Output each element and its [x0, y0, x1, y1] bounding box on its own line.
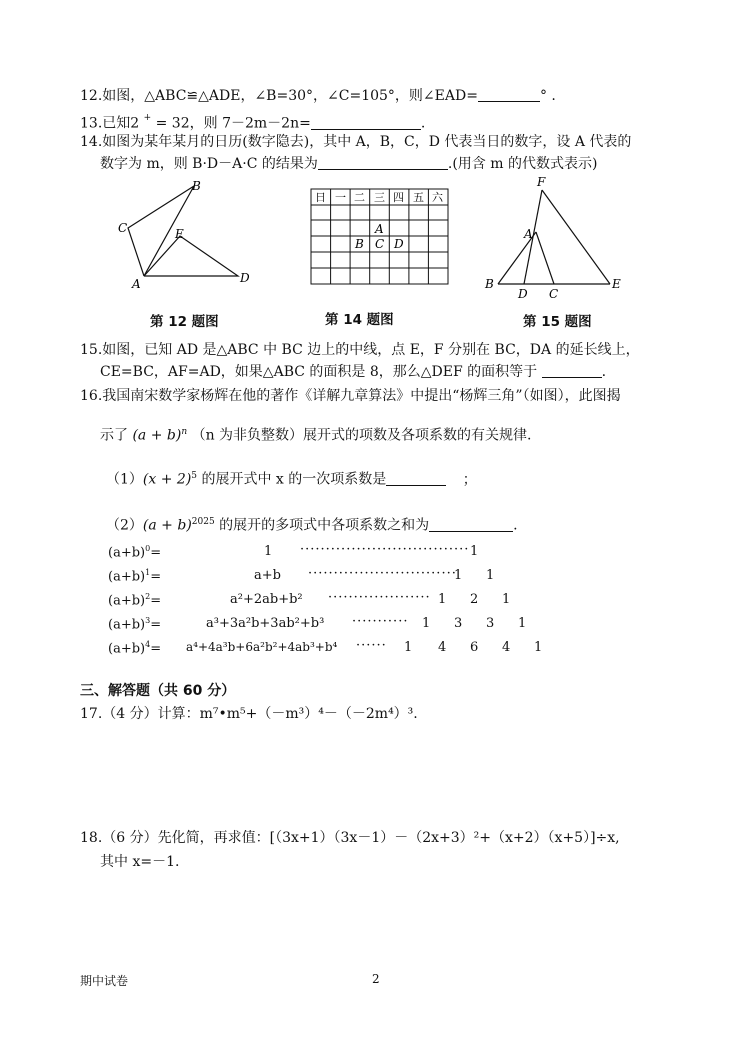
q16-desc: （n 为非负整数）展开式的项数及各项系数的有关规律. — [191, 427, 532, 444]
yh-exp: 4 — [145, 640, 151, 649]
fig15-label-E: E — [612, 277, 621, 291]
cal-cell-C: C — [375, 237, 385, 251]
q15-text: CE=BC，AF=AD，如果△ABC 的面积是 8，那么△DEF 的面积等于 — [100, 364, 538, 380]
yh-coef: 3 — [486, 616, 495, 631]
q16-p1-exponent: 5 — [191, 471, 198, 481]
cal-cell-B: B — [355, 237, 364, 251]
fig12-label-E: E — [175, 227, 184, 241]
yh-lhs: (a+b) — [108, 641, 146, 657]
yh-lhs: (a+b) — [108, 593, 146, 609]
q14-text: 数字为 m，则 B·D－A·C 的结果为 — [100, 156, 318, 172]
fig15-label-A: A — [524, 227, 533, 241]
yh-dots: ······ — [356, 638, 387, 653]
yh-expansion: a⁴+4a³b+6a²b²+4ab³+b⁴ — [186, 640, 338, 654]
q16-p2-text: 的展开的多项式中各项系数之和为 — [219, 517, 430, 534]
q14-end: .(用含 m 的代数式表示) — [447, 156, 598, 172]
yh-eq: = — [150, 569, 162, 585]
q16-reveal: 示了 — [100, 427, 128, 444]
caption-fig12: 第 12 题图 — [150, 314, 219, 330]
yh-exp: 0 — [145, 544, 151, 553]
fig12-label-D: D — [240, 271, 250, 285]
yh-lhs: (a+b) — [108, 617, 146, 633]
yh-expansion: a+b — [254, 568, 281, 583]
q16-p1-binomial: (x + 2) — [142, 471, 192, 488]
yh-eq: = — [150, 545, 162, 561]
cal-head-sun: 日 — [315, 191, 326, 204]
cal-cell-D: D — [394, 237, 404, 251]
yh-lhs: (a+b) — [108, 545, 146, 561]
yh-coef: 1 — [422, 616, 431, 631]
fig15-label-D: D — [518, 287, 528, 301]
figure-14-calendar — [310, 188, 450, 288]
question-16-part-2 — [106, 512, 518, 536]
q16-p1-text: 的展开式中 x 的一次项系数是 — [201, 471, 387, 488]
question-16-line-2 — [100, 422, 532, 446]
yh-coef: 1 — [502, 592, 511, 607]
yh-exp: 3 — [145, 616, 151, 625]
yh-coef: 1 — [438, 592, 447, 607]
yh-exp: 2 — [145, 592, 151, 601]
q15-answer-blank[interactable] — [542, 363, 602, 378]
yh-expansion: a²+2ab+b² — [230, 592, 303, 607]
question-16-part-1 — [106, 466, 477, 490]
question-18-line-1: 18.（6 分）先化简，再求值：[（3x+1）（3x－1）－（2x+3）²+（x+2）（x+5）]÷x, — [80, 830, 620, 846]
yh-dots: ··········· — [352, 614, 409, 629]
question-15-line-1: 15.如图，已知 AD 是△ABC 中 BC 边上的中线，点 E，F 分别在 BC，DA 的延长线上， — [80, 342, 640, 358]
cal-cell-A: A — [375, 222, 384, 236]
q13-answer-blank[interactable] — [311, 115, 421, 130]
q16-binomial: (a + b) — [132, 427, 182, 444]
question-14-line-2 — [100, 154, 597, 174]
question-16-line-1: 16.我国南宋数学家杨辉在他的著作《详解九章算法》中提出“杨辉三角”（如图），此图揭 — [80, 388, 621, 404]
fig15-label-F: F — [537, 175, 546, 189]
q15-end: . — [601, 364, 607, 380]
footer-exam-label: 期中试卷 — [80, 974, 129, 988]
q16-p2-answer-blank[interactable] — [429, 517, 513, 532]
cal-head-wed: 三 — [374, 191, 385, 204]
fig15-label-C: C — [549, 287, 559, 301]
yh-coef: 1 — [486, 568, 495, 583]
caption-fig15: 第 15 题图 — [523, 314, 592, 330]
yh-exp: 1 — [145, 568, 151, 577]
q16-p1-end: ； — [462, 471, 477, 488]
question-12 — [80, 86, 556, 106]
yh-lhs: (a+b) — [108, 569, 146, 585]
yh-coef: 4 — [438, 640, 447, 655]
yh-eq: = — [150, 593, 162, 609]
fig12-label-A: A — [132, 277, 141, 291]
cal-head-tue: 二 — [354, 191, 365, 204]
question-13 — [80, 110, 425, 134]
yh-dots: ····························· — [308, 566, 457, 581]
yh-coef: 3 — [454, 616, 463, 631]
q16-p1-answer-blank[interactable] — [386, 471, 446, 486]
yh-coef: 1 — [534, 640, 543, 655]
yh-coef: 2 — [470, 592, 479, 607]
yh-expansion: 1 — [264, 544, 273, 559]
yh-eq: = — [150, 641, 162, 657]
yh-dots: ································· — [300, 542, 470, 557]
fig12-label-C: C — [118, 221, 128, 235]
q16-p2-exponent: 2025 — [191, 517, 215, 527]
cal-head-thu: 四 — [393, 191, 404, 204]
question-17: 17.（4 分）计算：m⁷•m⁵+（－m³）⁴－（－2m⁴）³. — [80, 706, 418, 722]
figure-12 — [108, 178, 268, 296]
yh-coef: 1 — [404, 640, 413, 655]
q14-answer-blank[interactable] — [318, 155, 448, 170]
yh-expansion: a³+3a²b+3ab²+b³ — [206, 616, 325, 631]
q16-p1-num: （1） — [106, 471, 143, 488]
yh-coef: 1 — [470, 544, 479, 559]
q12-text: 12.如图，△ABC≌△ADE，∠B=30°，∠C=105°，则∠EAD= — [80, 88, 478, 104]
question-14-line-1: 14.如图为某年某月的日历(数字隐去)，其中 A，B，C，D 代表当日的数字，设 A 代表的 — [80, 134, 632, 150]
q16-p2-binomial: (a + b) — [142, 517, 192, 534]
cal-head-mon: 一 — [335, 191, 346, 204]
q13-superscript: + — [143, 113, 152, 123]
q16-p2-end: . — [513, 517, 518, 534]
question-18-line-2: 其中 x=－1. — [100, 854, 180, 870]
q12-end: ° . — [539, 88, 556, 104]
cal-head-sat: 六 — [432, 191, 443, 204]
question-15-line-2 — [100, 362, 606, 382]
q13-part-a: 13.已知2 — [80, 115, 140, 132]
cal-head-fri: 五 — [413, 191, 424, 204]
section-3-title: 三、解答题（共 60 分） — [80, 683, 236, 699]
q13-part-b: = 32，则 7－2m－2n= — [155, 115, 311, 132]
yh-coef: 4 — [502, 640, 511, 655]
yh-coef: 1 — [518, 616, 527, 631]
figure-15 — [480, 172, 630, 304]
footer-page-number: 2 — [372, 972, 380, 986]
q16-p2-num: （2） — [106, 517, 143, 534]
fig15-label-B: B — [485, 277, 494, 291]
yh-dots: ···················· — [328, 590, 431, 605]
q13-end: . — [420, 115, 426, 132]
caption-fig14: 第 14 题图 — [325, 312, 394, 328]
fig12-label-B: B — [192, 179, 201, 193]
yh-eq: = — [150, 617, 162, 633]
yh-coef: 6 — [470, 640, 479, 655]
q16-exponent: n — [181, 427, 188, 437]
q12-answer-blank[interactable] — [478, 87, 540, 102]
yh-coef: 1 — [454, 568, 463, 583]
